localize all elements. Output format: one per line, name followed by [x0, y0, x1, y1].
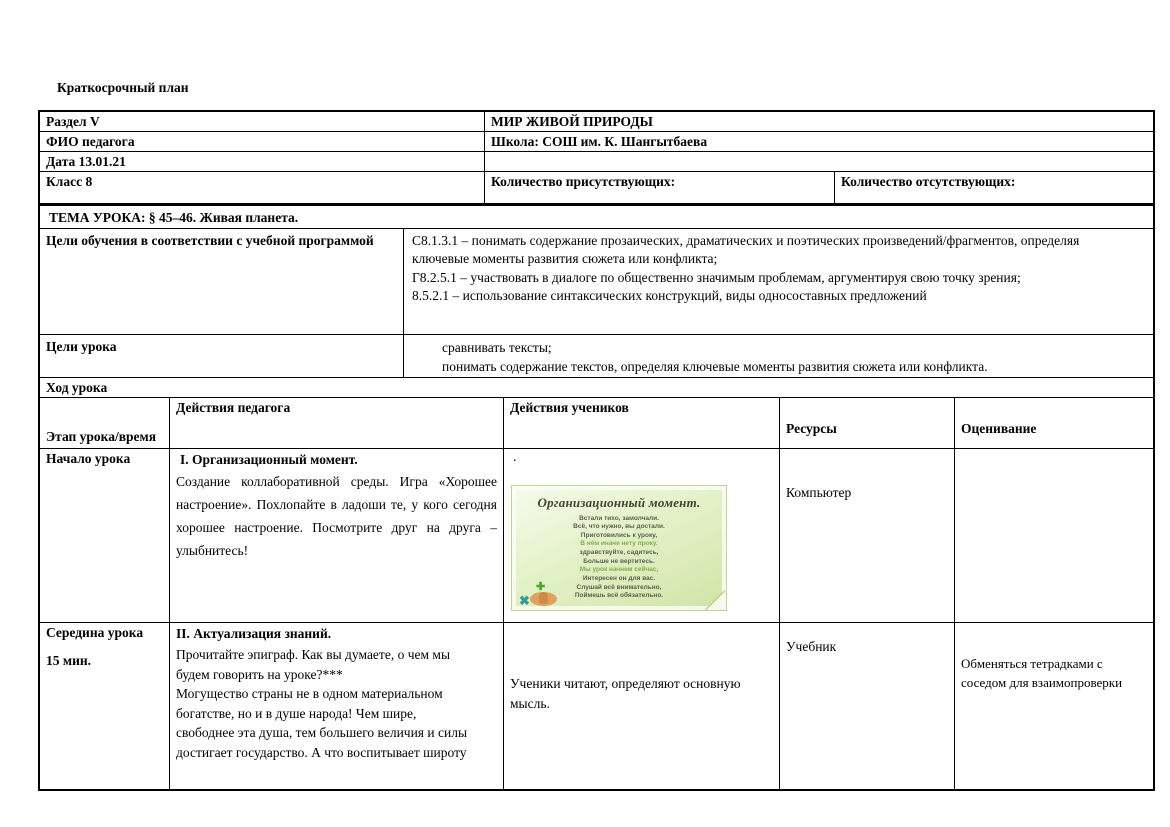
resource-text: Компьютер — [786, 485, 852, 501]
student-actions-cell — [504, 449, 780, 623]
x-shape-icon: ✖ — [519, 593, 530, 609]
stage-time: 15 мин. — [46, 653, 92, 669]
dot-text: . — [513, 449, 517, 465]
poem-line: Слушай всё внимательно, — [576, 583, 662, 591]
poem-line: В нём иначе нету проку. — [580, 540, 658, 548]
document-title: Краткосрочный план — [57, 80, 189, 95]
header-resources: Ресурсы — [780, 398, 955, 449]
info-row-class — [40, 172, 1153, 203]
goal-line: понимать содержание текстов, определяя ключевые моменты развития сюжета или конфликта. — [442, 359, 988, 375]
course-header-row — [40, 398, 1153, 449]
slide-title: Организационный момент. — [537, 495, 701, 511]
class-label: Класс 8 — [40, 172, 485, 203]
poem-line: Больше не вертитесь. — [583, 557, 655, 565]
school-value: Школа: СОШ им. К. Шангытбаева — [485, 132, 1153, 152]
header-teacher-actions: Действия педагога — [170, 398, 504, 449]
student-actions-text: Ученики читают, определяют основную мысль. — [510, 676, 741, 711]
header-stage: Этап урока/время — [40, 398, 170, 449]
section-label: Раздел V — [40, 112, 485, 132]
goals-row — [40, 335, 1153, 378]
poem-line: здравствуйте, садитесь, — [579, 549, 659, 557]
present-count-label: Количество присутствующих: — [485, 172, 835, 203]
activity-title: II. Актуализация знаний. — [176, 626, 332, 642]
info-row-date — [40, 152, 1153, 172]
header-student-actions: Действия учеников — [504, 398, 780, 449]
date-empty-cell — [485, 152, 1153, 172]
figure-shape-icon — [539, 592, 548, 604]
poem-line: Поймешь всё обязательно. — [574, 592, 664, 600]
teacher-actions-cell — [170, 449, 504, 623]
assessment-text: Обменяться тетрадками с соседом для взаимопроверки — [961, 656, 1123, 691]
teacher-name-label: ФИО педагога — [40, 132, 485, 152]
header-assessment: Оценивание — [955, 398, 1153, 449]
objective-item: Г8.2.5.1 – участвовать в диалоге по общественно значимым проблемам, аргументируя свою точку зрения; — [412, 269, 1021, 285]
student-actions-cell — [504, 623, 780, 789]
goals-text — [404, 335, 1153, 378]
objectives-row — [40, 229, 1153, 335]
activity-title: I. Организационный момент. — [180, 452, 358, 468]
stage-row-start — [40, 449, 1153, 623]
poem-line: Всё, что нужно, вы достали. — [573, 523, 665, 531]
course-label: Ход урока — [40, 378, 1153, 398]
stage-name — [40, 623, 170, 789]
clipart-figure-icon — [519, 580, 561, 607]
info-row-section — [40, 112, 1153, 132]
activity-text: Создание коллаборативной среды. Игра «Хорошее настроение». Похлопайте в ладоши те, у кого сегодня хорошее настроение. Посмотрите друг на друга – улыбнитесь! — [176, 474, 497, 559]
objectives-label: Цели обучения в соответствии с учебной программой — [40, 229, 404, 335]
lesson-theme: ТЕМА УРОКА: § 45–46. Живая планета. — [40, 206, 1153, 229]
stage-title: Середина урока — [46, 625, 144, 641]
section-value: МИР ЖИВОЙ ПРИРОДЫ — [485, 112, 1153, 132]
poem-line: Мы урок начнем сейчас, — [579, 566, 659, 574]
stage-name: Начало урока — [40, 449, 170, 623]
poem-line: Интересен он для вас. — [582, 575, 656, 583]
info-table — [38, 110, 1155, 205]
absent-count-label: Количество отсутствующих: — [841, 174, 1016, 189]
info-row-teacher — [40, 132, 1153, 152]
objective-item: 8.5.2.1 – использование синтаксических конструкций, виды односоставных предложений — [412, 288, 927, 304]
resource-text: Учебник — [786, 639, 837, 655]
teacher-actions-cell — [170, 623, 504, 789]
date-label: Дата 13.01.21 — [40, 152, 485, 172]
lesson-table — [38, 204, 1155, 791]
assessment-cell — [955, 623, 1153, 789]
goal-line: сравнивать тексты; — [442, 340, 552, 355]
stage-row-middle — [40, 623, 1153, 789]
objective-item: С8.1.3.1 – понимать содержание прозаических, драматических и поэтических произведений/фрагментов, определяя ключевые моменты развития сюжета или конфликта; — [412, 233, 1080, 267]
poem-line: Приготовились к уроку, — [580, 531, 658, 539]
goals-label: Цели урока — [40, 335, 404, 378]
activity-text: Прочитайте эпиграф. Как вы думаете, о чем мы будем говорить на уроке?*** — [176, 647, 451, 682]
epigraph-text: Могущество страны не в одном материальном богатстве, но и в душе народа! Чем шире, свободнее эта душа, тем большего величия и силы достигает государство. А что воспитывает широту — [176, 686, 468, 761]
slide-image — [511, 485, 727, 611]
plus-shape-icon: ✚ — [536, 581, 546, 594]
assessment-cell — [955, 449, 1153, 623]
resources-cell — [780, 449, 955, 623]
theme-row — [40, 206, 1153, 229]
course-label-row — [40, 378, 1153, 398]
resources-cell — [780, 623, 955, 789]
poem-line: Встали тихо, замолчали. — [579, 514, 659, 522]
objectives-text — [404, 229, 1153, 335]
